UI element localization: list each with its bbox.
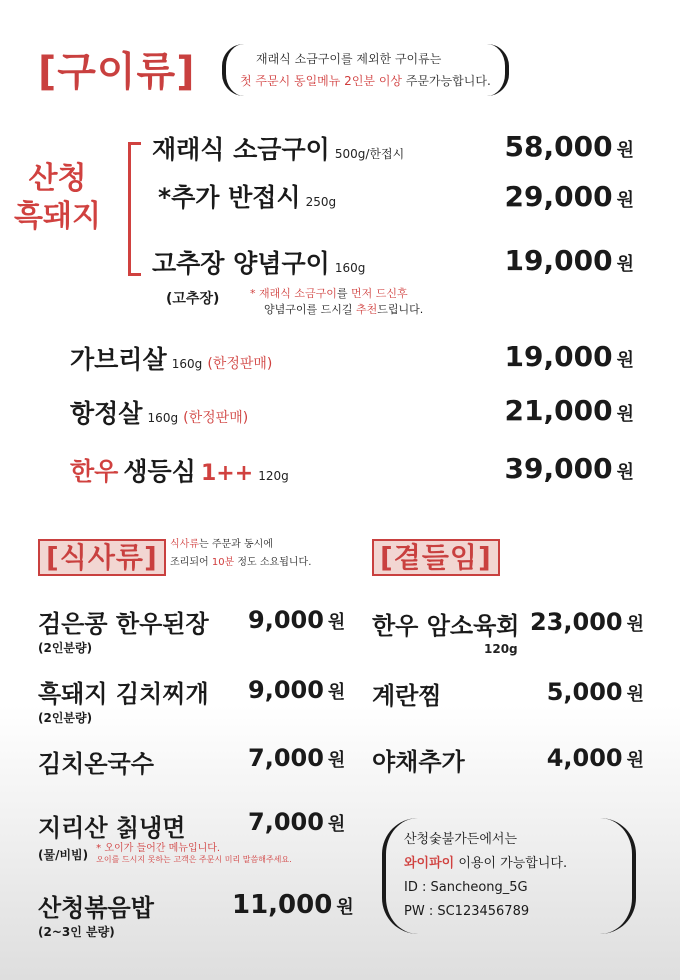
wifi-availability [404, 852, 614, 876]
hanwoo-label: 한우 [70, 457, 119, 486]
extra-item-yukhoe-weight: 120g [484, 642, 518, 656]
price-value: 23,000 [529, 608, 623, 636]
price-unit: 원 [626, 614, 644, 635]
menu-item-serving: (물/비빔) [38, 847, 89, 862]
meal-item-kimchi-noodle [38, 744, 154, 779]
meal-item-fried-rice [38, 888, 154, 940]
menu-item-weight: 250g [305, 195, 337, 209]
meals-notice-line2 [170, 554, 311, 572]
wifi-id [404, 876, 614, 900]
price-unit: 원 [327, 750, 346, 771]
limited-sale-tag: (한정판매) [207, 356, 273, 372]
special-item-gabrisal-price [505, 340, 634, 373]
side-label-line2: 흑돼지 [14, 199, 101, 234]
gochujang-note-line2 [250, 302, 423, 318]
menu-item-name: 가브리살 [70, 345, 167, 374]
menu-item-name: *추가 반접시 [158, 183, 301, 212]
wifi-word: 와이파이 [404, 856, 455, 871]
price-unit: 원 [616, 140, 634, 161]
price-unit: 원 [336, 897, 354, 918]
price-value: 39,000 [504, 452, 613, 485]
price-unit: 원 [616, 190, 634, 211]
sancheong-black-pork-label [14, 160, 101, 236]
grill-order-notice [222, 44, 509, 96]
gochujang-recommend-note [250, 286, 423, 318]
grill-notice-line2 [240, 70, 491, 92]
menu-item-weight: 120g [258, 469, 289, 483]
grill-notice-line1: 재래식 소금구이를 제외한 구이류는 [256, 52, 442, 66]
price-value: 4,000 [546, 744, 623, 772]
meals-notice-word: 식사류 [170, 539, 199, 550]
grill-section-title: [구이류] [38, 49, 196, 95]
price-value: 19,000 [504, 244, 613, 277]
menu-item-weight: 160g [147, 411, 179, 425]
grill-item-gochujang [152, 244, 365, 280]
extra-item-yukhoe [372, 606, 519, 641]
price-unit: 원 [616, 254, 634, 275]
wifi-intro: 산청숯불가든에서는 [404, 832, 518, 847]
menu-item-name: 재래식 소금구이 [152, 135, 330, 164]
price-unit: 원 [327, 814, 346, 835]
menu-item-name: 검은콩 한우된장 [38, 610, 209, 638]
menu-item-name: 항정살 [70, 399, 143, 428]
gochujang-note-line1 [250, 286, 423, 302]
price-unit: 원 [327, 682, 346, 703]
special-item-hangjeongsal [70, 394, 248, 430]
wifi-pw-label: PW : [404, 904, 438, 919]
price-value: 29,000 [504, 180, 613, 213]
extra-item-steamed-egg-price [547, 678, 644, 706]
wifi-id-label: ID : [404, 880, 431, 895]
wifi-pw-value: SC123456789 [437, 904, 530, 919]
extra-item-vegetables [372, 742, 465, 777]
note-first: 먼저 드신후 [351, 287, 408, 300]
price-value: 9,000 [248, 606, 324, 634]
price-unit: 원 [616, 404, 634, 425]
note-recommend: 추천 [356, 303, 378, 316]
meals-notice-text2: 조리되어 [170, 557, 212, 568]
menu-item-weight: 500g/한접시 [334, 147, 405, 161]
note-end: 드립니다. [377, 303, 424, 316]
price-value: 5,000 [546, 678, 623, 706]
special-item-hanwoo-sirloin-price [505, 452, 634, 485]
grill-item-salt-price [505, 130, 634, 163]
price-value: 7,000 [248, 744, 324, 772]
menu-item-weight: 160g [171, 357, 203, 371]
menu-item-name: 흑돼지 김치찌개 [38, 680, 209, 708]
price-unit: 원 [626, 750, 644, 771]
side-label-line1: 산청 [28, 161, 87, 196]
menu-item-name: 김치온국수 [38, 750, 154, 778]
meal-item-naengmyeon-price [248, 808, 345, 836]
price-unit: 원 [616, 350, 634, 371]
meal-item-doenjang [38, 604, 209, 656]
meal-item-kimchi-stew-price [248, 676, 345, 704]
grill-item-salt [152, 130, 404, 166]
note-star: * [250, 287, 256, 300]
price-value: 21,000 [504, 394, 613, 427]
pork-group-bracket [128, 142, 141, 276]
extra-item-steamed-egg [372, 676, 442, 711]
extra-item-vegetables-price [547, 744, 644, 772]
note-salt: 재래식 소금구이 [259, 287, 337, 300]
menu-item-serving: (2~3인 분량) [38, 925, 115, 939]
extras-section-title: [곁들임] [372, 536, 500, 576]
wifi-info-box [382, 818, 636, 934]
meals-notice-text3: 정도 소요됩니다. [234, 557, 312, 568]
price-value: 9,000 [248, 676, 324, 704]
price-value: 7,000 [248, 808, 324, 836]
note-text: 양념구이를 드시길 [264, 303, 357, 316]
cucumber-note: * 오이가 들어간 메뉴입니다. [96, 843, 221, 854]
grill-item-gochujang-price [505, 244, 634, 277]
price-value: 19,000 [504, 340, 613, 373]
menu-item-name: 계란찜 [372, 682, 442, 710]
menu-item-name: 한우 암소육회 [372, 612, 520, 640]
special-item-hangjeongsal-price [505, 394, 634, 427]
price-value: 58,000 [504, 130, 613, 163]
extra-item-yukhoe-price [530, 608, 644, 636]
price-unit: 원 [616, 462, 634, 483]
grill-notice-highlight: 첫 주문시 동일메뉴 2인분 이상 [240, 74, 402, 88]
menu-item-name: 지리산 칡냉면 [38, 814, 186, 842]
menu-item-name: 야채추가 [372, 748, 465, 776]
wifi-password [404, 900, 614, 924]
meals-notice-line1 [170, 536, 311, 554]
meals-notice-text: 는 주문과 동시에 [198, 539, 273, 550]
gochujang-label: (고추장) [166, 291, 220, 307]
menu-item-serving: (2인분량) [38, 641, 93, 655]
meals-notice-time: 10분 [211, 557, 235, 568]
beef-grade: 1++ [200, 461, 254, 486]
meal-item-kimchi-noodle-price [248, 744, 345, 772]
wifi-id-value: Sancheong_5G [430, 880, 528, 895]
special-item-gabrisal [70, 340, 272, 376]
price-unit: 원 [327, 612, 346, 633]
menu-item-weight: 160g [334, 261, 366, 275]
price-value: 11,000 [232, 890, 333, 920]
meal-item-doenjang-price [248, 606, 345, 634]
wifi-rest: 이용이 가능합니다. [454, 856, 568, 871]
meal-item-kimchi-stew [38, 674, 209, 726]
menu-item-name: 생등심 [123, 457, 196, 486]
meal-item-fried-rice-price [232, 890, 354, 920]
price-unit: 원 [626, 684, 644, 705]
special-item-hanwoo-sirloin [70, 452, 289, 488]
limited-sale-tag: (한정판매) [183, 410, 249, 426]
grill-item-half [158, 178, 336, 214]
cucumber-note-detail: 오이를 드시지 못하는 고객은 주문시 미리 말씀해주세요. [96, 855, 292, 864]
meals-section-title: [식사류] [38, 536, 166, 576]
meals-cooking-notice [170, 536, 311, 572]
menu-item-serving: (2인분량) [38, 711, 93, 725]
menu-item-name: 산청볶음밥 [38, 894, 154, 922]
menu-item-name: 고추장 양념구이 [152, 249, 330, 278]
grill-notice-rest: 주문가능합니다. [402, 74, 491, 88]
grill-item-half-price [505, 180, 634, 213]
note-particle: 를 [336, 287, 352, 300]
